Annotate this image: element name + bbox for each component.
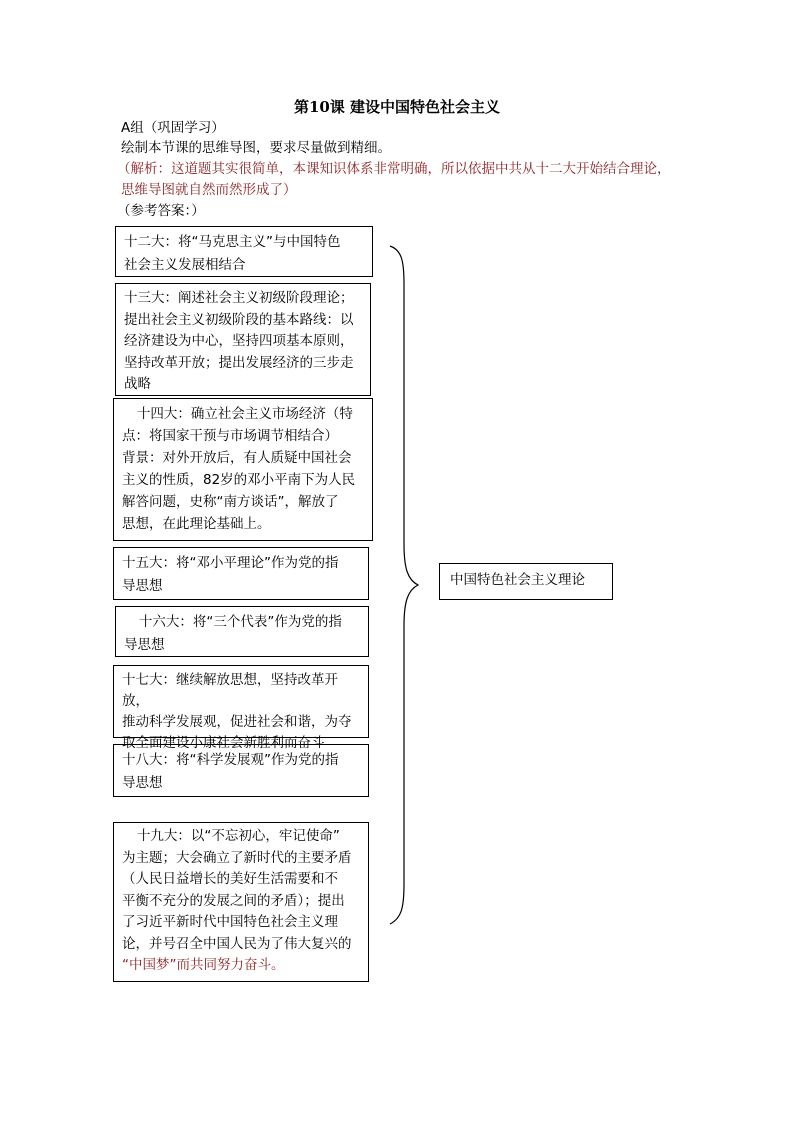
box-15th-congress [113, 547, 369, 600]
box-line: “中国梦”而共同努力奋斗。 [122, 957, 285, 973]
box-line: 十五大：将“邓小平理论”作为党的指 [122, 555, 339, 571]
box-18th-congress [113, 744, 369, 797]
box-line: 十四大：确立社会主义市场经济（特 [136, 406, 353, 422]
curly-brace [388, 244, 428, 926]
box-19th-congress [113, 822, 369, 982]
box-line: 十六大：将“三个代表”作为党的指 [138, 614, 342, 630]
box-line: 十三大：阐述社会主义初级阶段理论； [124, 290, 354, 306]
box-line: 十二大：将“马克思主义”与中国特色 [124, 234, 341, 250]
box-17th-congress [113, 665, 369, 751]
box-line: 主义的性质，82岁的邓小平南下为人民 [122, 472, 356, 488]
box-line: 提出社会主义初级阶段的基本路线：以 [124, 311, 354, 328]
box-14th-congress [113, 398, 373, 541]
box-line: （人民日益增长的美好生活需要和不 [122, 871, 338, 887]
box-line: 十九大：以“不忘初心，牢记使命” [136, 828, 340, 844]
box-line: 思想，在此理论基础上。 [122, 516, 271, 532]
box-line: 取全面建设小康社会新胜利而奋斗 [122, 735, 325, 751]
reference-label: （参考答案：） [117, 203, 205, 219]
box-line: 推动科学发展观，促进社会和谐，为夺 [122, 714, 352, 730]
result-box: 中国特色社会主义理论 [439, 563, 613, 600]
box-line: 导思想 [122, 775, 163, 791]
box-line: 社会主义发展相结合 [124, 257, 246, 273]
box-line: 导思想 [124, 637, 165, 653]
box-line: 十八大：将“科学发展观”作为党的指 [122, 752, 339, 768]
box-line: 了习近平新时代中国特色社会主义理 [122, 914, 338, 930]
box-12th-congress [115, 226, 373, 277]
box-13th-congress [115, 283, 371, 396]
box-line: 十七大：继续解放思想，坚持改革开放， [122, 672, 338, 709]
box-line: 论，并号召全中国人民为了伟大复兴的 [122, 935, 352, 952]
box-line: 点：将国家干预与市场调节相结合） [122, 428, 338, 444]
box-line: 背景：对外开放后，有人质疑中国社会 [122, 450, 352, 466]
group-label: A组（巩固学习） [121, 120, 225, 136]
box-16th-congress [115, 606, 369, 657]
analysis-line-1: （解析：这道题其实很简单，本课知识体系非常明确，所以依据中共从十二大开始结合理论， [117, 161, 671, 177]
box-line: 导思想 [122, 578, 163, 594]
page-title: 第10课 建设中国特色社会主义 [293, 98, 501, 116]
box-line: 为主题；大会确立了新时代的主要矛盾 [122, 849, 352, 866]
analysis-line-2: 思维导图就自然而然形成了） [121, 182, 297, 198]
instruction-text: 绘制本节课的思维导图，要求尽量做到精细。 [121, 140, 391, 156]
box-line: 经济建设为中心，坚持四项基本原则， [124, 333, 354, 349]
box-line: 解答问题，史称“南方谈话”，解放了 [122, 494, 339, 510]
box-line: 坚持改革开放；提出发展经济的三步走 [124, 354, 354, 371]
box-line: 平衡不充分的发展之间的矛盾）；提出 [122, 892, 345, 909]
box-line: 战略 [124, 376, 151, 392]
